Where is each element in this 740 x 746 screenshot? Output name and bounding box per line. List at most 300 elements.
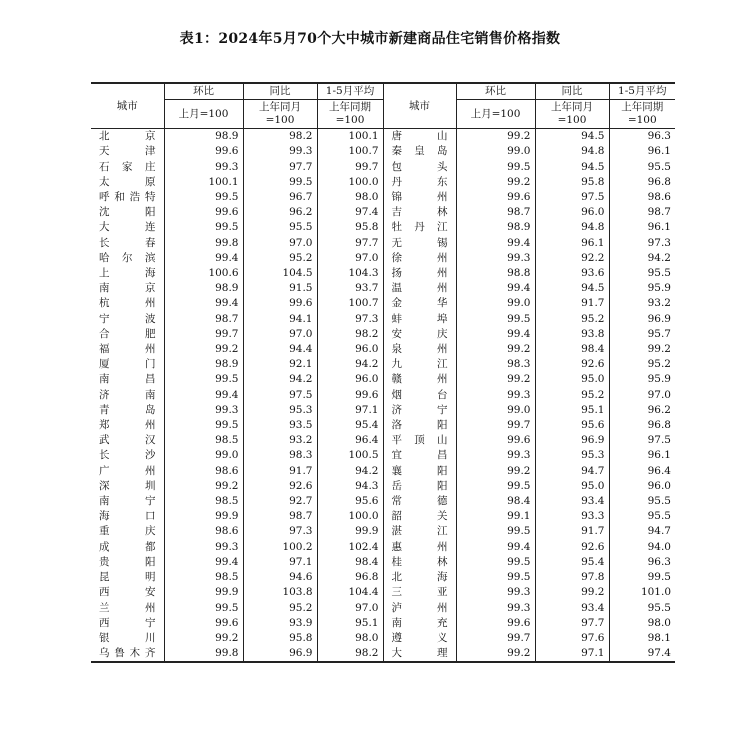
- city-name-left: 南京: [91, 281, 164, 296]
- yoy-value-right: 94.7: [535, 464, 609, 479]
- yoy-value-left: 99.3: [243, 144, 317, 159]
- yoy-value-right: 93.4: [535, 494, 609, 509]
- avg-value-right: 95.5: [647, 267, 671, 280]
- yoy-value-left: 97.0: [243, 236, 317, 251]
- mom-value-left: 99.3: [164, 160, 243, 175]
- city-name-left: 哈尔滨: [91, 251, 164, 266]
- avg-value-right: 93.2: [647, 297, 671, 310]
- avg-value-left: 98.4: [317, 555, 383, 570]
- mom-value-right: 99.0: [456, 296, 535, 311]
- yoy-value-left: 97.0: [243, 327, 317, 342]
- table-row: [91, 281, 675, 296]
- yoy-value-right: 94.5: [535, 160, 609, 175]
- city-name-left: 深圳: [91, 479, 164, 494]
- city-name-right: 岳阳: [383, 479, 456, 494]
- mom-value-left: 98.5: [164, 570, 243, 585]
- yoy-value-right: 97.8: [535, 570, 609, 585]
- city-name-right: 吉林: [383, 205, 456, 220]
- table-row: [91, 129, 675, 145]
- yoy-value-left: 94.2: [243, 372, 317, 387]
- city-name-left: 青岛: [91, 403, 164, 418]
- avg-value-right: 95.5: [647, 160, 671, 173]
- city-name-left: 宁波: [91, 312, 164, 327]
- yoy-header-left: 同比: [243, 83, 317, 100]
- yoy-value-left: 103.8: [243, 585, 317, 600]
- yoy-value-right: 91.7: [535, 296, 609, 311]
- city-name-right: 蚌埠: [383, 312, 456, 327]
- mom-value-right: 99.3: [456, 601, 535, 616]
- mom-value-left: 98.9: [164, 281, 243, 296]
- yoy-value-left: 92.1: [243, 357, 317, 372]
- city-name-right: 宜昌: [383, 448, 456, 463]
- avg-value-left: 94.2: [317, 464, 383, 479]
- mom-value-left: 99.9: [164, 509, 243, 524]
- city-name-right: 南充: [383, 616, 456, 631]
- avg-value-right: 96.1: [647, 449, 671, 462]
- yoy-value-right: 94.8: [535, 220, 609, 235]
- avg-value-left: 99.7: [317, 160, 383, 175]
- city-name-right: 遵义: [383, 631, 456, 646]
- table-row: [91, 388, 675, 403]
- city-name-left: 济南: [91, 388, 164, 403]
- avg-value-right: 96.1: [647, 145, 671, 158]
- table-row: [91, 312, 675, 327]
- mom-value-right: 99.4: [456, 281, 535, 296]
- avg-value-right: 101.0: [640, 586, 671, 599]
- mom-value-left: 99.5: [164, 601, 243, 616]
- yoy-value-left: 92.6: [243, 479, 317, 494]
- yoy-value-right: 96.9: [535, 433, 609, 448]
- avg-value-left: 104.4: [317, 585, 383, 600]
- yoy-value-right: 97.1: [535, 646, 609, 662]
- table-row: [91, 494, 675, 509]
- yoy-value-right: 94.5: [535, 281, 609, 296]
- yoy-value-left: 94.4: [243, 342, 317, 357]
- mom-value-right: 99.6: [456, 190, 535, 205]
- mom-value-right: 99.0: [456, 144, 535, 159]
- avg-value-left: 98.2: [317, 327, 383, 342]
- yoy-value-left: 94.1: [243, 312, 317, 327]
- avg-value-right: 96.9: [647, 312, 671, 325]
- yoy-value-left: 91.5: [243, 281, 317, 296]
- city-name-right: 牡丹江: [383, 220, 456, 235]
- table-row: [91, 236, 675, 251]
- avg-value-left: 100.7: [317, 144, 383, 159]
- avg-value-left: 99.6: [317, 388, 383, 403]
- mom-value-left: 99.5: [164, 220, 243, 235]
- avg-header-right: 1-5月平均: [609, 83, 675, 100]
- mom-value-right: 99.2: [456, 372, 535, 387]
- avg-value-left: 97.0: [317, 251, 383, 266]
- avg-value-right: 95.7: [647, 327, 671, 340]
- mom-value-right: 99.4: [456, 327, 535, 342]
- yoy-value-left: 100.2: [243, 540, 317, 555]
- table-row: [91, 175, 675, 190]
- mom-value-right: 99.5: [456, 312, 535, 327]
- yoy-value-right: 96.0: [535, 205, 609, 220]
- mom-value-right: 99.4: [456, 540, 535, 555]
- avg-value-left: 97.0: [317, 601, 383, 616]
- yoy-value-right: 95.0: [535, 479, 609, 494]
- table-row: [91, 266, 675, 281]
- city-name-left: 银川: [91, 631, 164, 646]
- yoy-value-left: 95.8: [243, 631, 317, 646]
- avg-value-left: 97.4: [317, 205, 383, 220]
- yoy-value-right: 95.2: [535, 312, 609, 327]
- mom-value-right: 99.5: [456, 555, 535, 570]
- table-row: [91, 418, 675, 433]
- city-name-left: 北京: [91, 129, 164, 145]
- yoy-base-right: 上年同月 =100: [535, 100, 609, 129]
- avg-value-left: 97.7: [317, 236, 383, 251]
- yoy-value-left: 93.5: [243, 418, 317, 433]
- avg-value-right: 95.9: [647, 373, 671, 386]
- mom-value-right: 99.2: [456, 129, 535, 145]
- city-name-left: 郑州: [91, 418, 164, 433]
- yoy-value-left: 99.5: [243, 175, 317, 190]
- yoy-value-left: 98.2: [243, 129, 317, 145]
- city-name-left: 沈阳: [91, 205, 164, 220]
- table-row: [91, 509, 675, 524]
- yoy-value-left: 97.3: [243, 524, 317, 539]
- city-header-right: 城市: [383, 83, 456, 129]
- city-name-left: 杭州: [91, 296, 164, 311]
- table-row: [91, 479, 675, 494]
- avg-value-right: 99.2: [647, 343, 671, 356]
- city-name-left: 广州: [91, 464, 164, 479]
- yoy-value-left: 98.3: [243, 448, 317, 463]
- mom-value-left: 99.4: [164, 555, 243, 570]
- city-name-right: 安庆: [383, 327, 456, 342]
- yoy-value-right: 94.5: [535, 129, 609, 145]
- yoy-value-right: 98.4: [535, 342, 609, 357]
- city-name-right: 大理: [383, 646, 456, 662]
- city-name-left: 石家庄: [91, 160, 164, 175]
- avg-value-left: 102.4: [317, 540, 383, 555]
- city-name-left: 南宁: [91, 494, 164, 509]
- avg-value-right: 98.0: [647, 616, 671, 629]
- table-row: [91, 327, 675, 342]
- mom-base-right: 上月=100: [456, 100, 535, 129]
- table-row: [91, 296, 675, 311]
- city-name-left: 武汉: [91, 433, 164, 448]
- city-name-right: 丹东: [383, 175, 456, 190]
- avg-value-left: 99.9: [317, 524, 383, 539]
- avg-value-left: 100.0: [317, 175, 383, 190]
- yoy-value-right: 93.3: [535, 509, 609, 524]
- city-name-right: 常德: [383, 494, 456, 509]
- mom-value-right: 98.3: [456, 357, 535, 372]
- avg-value-right: 96.3: [647, 130, 671, 143]
- yoy-value-left: 96.9: [243, 646, 317, 662]
- avg-value-right: 94.2: [647, 251, 671, 264]
- yoy-value-right: 97.6: [535, 631, 609, 646]
- city-name-right: 温州: [383, 281, 456, 296]
- mom-value-left: 98.9: [164, 357, 243, 372]
- table-row: [91, 160, 675, 175]
- table-row: [91, 585, 675, 600]
- mom-value-left: 99.6: [164, 205, 243, 220]
- mom-value-right: 99.6: [456, 616, 535, 631]
- mom-value-left: 99.4: [164, 251, 243, 266]
- yoy-value-right: 92.6: [535, 357, 609, 372]
- mom-value-left: 100.1: [164, 175, 243, 190]
- city-name-left: 西安: [91, 585, 164, 600]
- mom-value-left: 99.3: [164, 540, 243, 555]
- avg-value-right: 96.3: [647, 555, 671, 568]
- table-row: [91, 251, 675, 266]
- city-header-left: 城市: [91, 83, 164, 129]
- yoy-value-right: 99.2: [535, 585, 609, 600]
- mom-value-left: 99.5: [164, 190, 243, 205]
- avg-value-left: 98.2: [317, 646, 383, 662]
- table-row: [91, 555, 675, 570]
- yoy-value-right: 95.8: [535, 175, 609, 190]
- yoy-value-left: 99.6: [243, 296, 317, 311]
- avg-value-right: 96.1: [647, 221, 671, 234]
- city-name-left: 成都: [91, 540, 164, 555]
- avg-value-left: 95.1: [317, 616, 383, 631]
- avg-value-left: 100.0: [317, 509, 383, 524]
- mom-value-right: 99.5: [456, 160, 535, 175]
- city-name-left: 上海: [91, 266, 164, 281]
- city-name-left: 厦门: [91, 357, 164, 372]
- city-name-right: 金华: [383, 296, 456, 311]
- city-name-right: 惠州: [383, 540, 456, 555]
- yoy-value-right: 92.2: [535, 251, 609, 266]
- mom-value-left: 99.6: [164, 144, 243, 159]
- avg-base-left: 上年同期 =100: [317, 100, 383, 129]
- avg-value-right: 95.9: [647, 282, 671, 295]
- table-row: [91, 464, 675, 479]
- city-name-left: 长春: [91, 236, 164, 251]
- yoy-value-right: 94.8: [535, 144, 609, 159]
- avg-value-left: 96.4: [317, 433, 383, 448]
- mom-value-left: 99.6: [164, 616, 243, 631]
- city-name-left: 长沙: [91, 448, 164, 463]
- avg-value-left: 96.0: [317, 342, 383, 357]
- city-name-left: 兰州: [91, 601, 164, 616]
- mom-value-left: 98.5: [164, 494, 243, 509]
- yoy-value-right: 95.3: [535, 448, 609, 463]
- yoy-header-right: 同比: [535, 83, 609, 100]
- mom-base-left: 上月=100: [164, 100, 243, 129]
- city-name-left: 南昌: [91, 372, 164, 387]
- yoy-value-left: 94.6: [243, 570, 317, 585]
- mom-value-right: 99.5: [456, 479, 535, 494]
- mom-header-right: 环比: [456, 83, 535, 100]
- avg-value-left: 96.8: [317, 570, 383, 585]
- yoy-value-left: 96.7: [243, 190, 317, 205]
- city-name-right: 三亚: [383, 585, 456, 600]
- mom-value-right: 99.2: [456, 342, 535, 357]
- table-title: 表1：2024年5月70个大中城市新建商品住宅销售价格指数: [179, 31, 561, 47]
- mom-value-right: 99.3: [456, 388, 535, 403]
- mom-value-right: 98.8: [456, 266, 535, 281]
- mom-value-left: 98.9: [164, 129, 243, 145]
- mom-value-left: 99.2: [164, 342, 243, 357]
- yoy-value-right: 91.7: [535, 524, 609, 539]
- mom-value-right: 99.1: [456, 509, 535, 524]
- mom-value-right: 99.3: [456, 251, 535, 266]
- mom-value-right: 99.2: [456, 175, 535, 190]
- avg-value-left: 104.3: [317, 266, 383, 281]
- mom-value-left: 99.5: [164, 418, 243, 433]
- yoy-value-left: 95.5: [243, 220, 317, 235]
- table-row: [91, 403, 675, 418]
- city-name-right: 秦皇岛: [383, 144, 456, 159]
- avg-value-right: 98.6: [647, 191, 671, 204]
- avg-value-right: 98.1: [647, 631, 671, 644]
- city-name-right: 锦州: [383, 190, 456, 205]
- city-name-right: 九江: [383, 357, 456, 372]
- mom-value-right: 99.0: [456, 403, 535, 418]
- yoy-base-left: 上年同月 =100: [243, 100, 317, 129]
- mom-value-left: 99.9: [164, 585, 243, 600]
- mom-value-left: 98.6: [164, 464, 243, 479]
- mom-value-right: 98.7: [456, 205, 535, 220]
- city-name-right: 包头: [383, 160, 456, 175]
- city-name-left: 昆明: [91, 570, 164, 585]
- avg-value-right: 95.5: [647, 495, 671, 508]
- table-row: [91, 433, 675, 448]
- yoy-value-right: 95.0: [535, 372, 609, 387]
- avg-value-left: 96.0: [317, 372, 383, 387]
- mom-value-left: 99.8: [164, 646, 243, 662]
- city-name-left: 福州: [91, 342, 164, 357]
- table-body: [91, 129, 675, 663]
- mom-value-left: 99.3: [164, 403, 243, 418]
- yoy-value-left: 97.1: [243, 555, 317, 570]
- city-name-right: 无锡: [383, 236, 456, 251]
- city-name-right: 洛阳: [383, 418, 456, 433]
- yoy-value-right: 93.8: [535, 327, 609, 342]
- table-row: [91, 540, 675, 555]
- avg-value-right: 95.2: [647, 358, 671, 371]
- mom-value-right: 99.4: [456, 236, 535, 251]
- yoy-value-left: 98.7: [243, 509, 317, 524]
- city-name-left: 合肥: [91, 327, 164, 342]
- city-name-left: 大连: [91, 220, 164, 235]
- yoy-value-left: 97.7: [243, 160, 317, 175]
- avg-value-left: 100.7: [317, 296, 383, 311]
- avg-value-left: 98.0: [317, 190, 383, 205]
- city-name-right: 韶关: [383, 509, 456, 524]
- mom-header-left: 环比: [164, 83, 243, 100]
- yoy-value-left: 96.2: [243, 205, 317, 220]
- city-name-right: 赣州: [383, 372, 456, 387]
- avg-value-left: 94.2: [317, 357, 383, 372]
- avg-value-left: 97.1: [317, 403, 383, 418]
- yoy-value-left: 97.5: [243, 388, 317, 403]
- avg-value-right: 94.7: [647, 525, 671, 538]
- city-name-right: 泉州: [383, 342, 456, 357]
- table-row: [91, 372, 675, 387]
- city-name-left: 乌鲁木齐: [91, 646, 164, 662]
- table-row: [91, 342, 675, 357]
- mom-value-left: 99.2: [164, 479, 243, 494]
- yoy-value-left: 93.9: [243, 616, 317, 631]
- mom-value-left: 99.4: [164, 388, 243, 403]
- avg-value-right: 95.5: [647, 510, 671, 523]
- avg-value-left: 98.0: [317, 631, 383, 646]
- yoy-value-left: 95.2: [243, 251, 317, 266]
- yoy-value-right: 92.6: [535, 540, 609, 555]
- city-name-right: 北海: [383, 570, 456, 585]
- mom-value-right: 99.7: [456, 631, 535, 646]
- avg-value-right: 97.0: [647, 388, 671, 401]
- mom-value-left: 99.0: [164, 448, 243, 463]
- mom-value-right: 99.5: [456, 524, 535, 539]
- avg-value-left: 94.3: [317, 479, 383, 494]
- city-name-right: 襄阳: [383, 464, 456, 479]
- mom-value-right: 99.3: [456, 448, 535, 463]
- city-name-left: 海口: [91, 509, 164, 524]
- avg-value-right: 97.3: [647, 236, 671, 249]
- yoy-value-right: 97.7: [535, 616, 609, 631]
- table-row: [91, 570, 675, 585]
- avg-value-left: 97.3: [317, 312, 383, 327]
- city-name-left: 天津: [91, 144, 164, 159]
- mom-value-right: 99.2: [456, 646, 535, 662]
- mom-value-right: 98.4: [456, 494, 535, 509]
- city-name-right: 烟台: [383, 388, 456, 403]
- avg-value-left: 95.4: [317, 418, 383, 433]
- avg-value-left: 100.5: [317, 448, 383, 463]
- mom-value-left: 99.4: [164, 296, 243, 311]
- mom-value-left: 99.7: [164, 327, 243, 342]
- avg-value-right: 94.0: [647, 540, 671, 553]
- yoy-value-left: 95.2: [243, 601, 317, 616]
- avg-value-right: 97.5: [647, 434, 671, 447]
- yoy-value-right: 93.4: [535, 601, 609, 616]
- table-row: [91, 144, 675, 159]
- yoy-value-left: 104.5: [243, 266, 317, 281]
- table-row: [91, 190, 675, 205]
- yoy-value-right: 95.2: [535, 388, 609, 403]
- avg-header-left: 1-5月平均: [317, 83, 383, 100]
- yoy-value-left: 92.7: [243, 494, 317, 509]
- city-name-right: 湛江: [383, 524, 456, 539]
- table-row: [91, 601, 675, 616]
- avg-value-right: 97.4: [609, 646, 675, 662]
- mom-value-right: 99.2: [456, 464, 535, 479]
- avg-value-left: 95.8: [317, 220, 383, 235]
- header-row-top: [91, 83, 675, 100]
- mom-value-right: 99.6: [456, 433, 535, 448]
- mom-value-left: 98.6: [164, 524, 243, 539]
- city-name-right: 泸州: [383, 601, 456, 616]
- mom-value-left: 99.8: [164, 236, 243, 251]
- avg-value-right: 96.2: [647, 403, 671, 416]
- mom-value-right: 98.9: [456, 220, 535, 235]
- mom-value-left: 98.5: [164, 433, 243, 448]
- avg-value-right: 96.8: [647, 175, 671, 188]
- yoy-value-right: 97.5: [535, 190, 609, 205]
- table-row: [91, 357, 675, 372]
- avg-value-right: 98.7: [647, 206, 671, 219]
- yoy-value-right: 93.6: [535, 266, 609, 281]
- table-row: [91, 448, 675, 463]
- table-row: [91, 616, 675, 631]
- yoy-value-left: 95.3: [243, 403, 317, 418]
- yoy-value-left: 91.7: [243, 464, 317, 479]
- avg-value-right: 96.4: [647, 464, 671, 477]
- avg-value-right: 96.0: [647, 479, 671, 492]
- avg-value-left: 95.6: [317, 494, 383, 509]
- yoy-value-left: 93.2: [243, 433, 317, 448]
- table-row: [91, 220, 675, 235]
